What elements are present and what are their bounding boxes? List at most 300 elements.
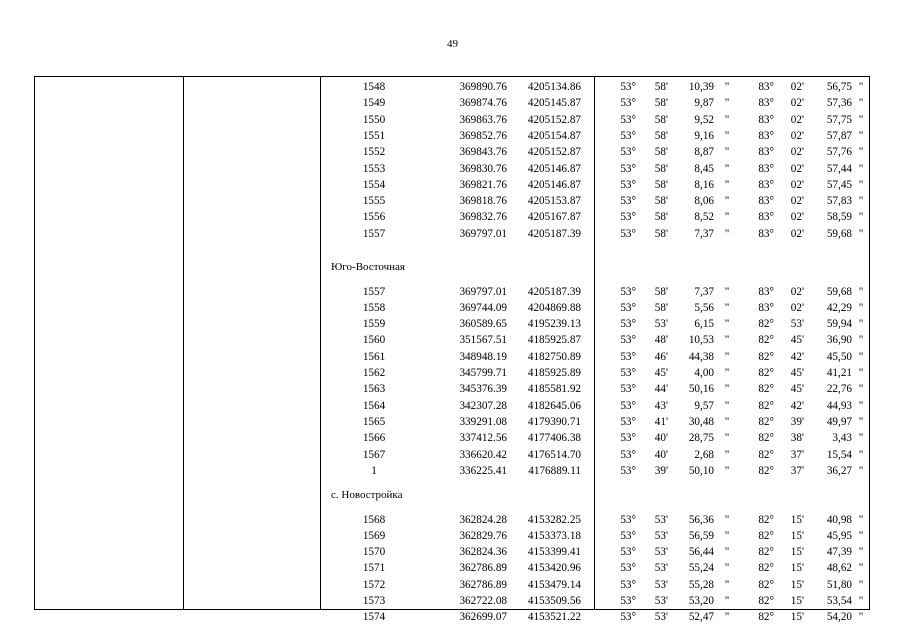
latitude-degrees: 53° <box>620 178 636 191</box>
longitude-seconds: 59,94 <box>826 318 852 331</box>
longitude-seconds: 47,39 <box>826 546 852 559</box>
y-coordinate: 4205152.87 <box>527 146 581 159</box>
latitude-seconds: 5,56 <box>694 301 714 314</box>
longitude-minutes: 38' <box>790 432 804 445</box>
longitude-minutes: 02' <box>790 113 804 126</box>
longitude-degrees: 82° <box>758 367 774 379</box>
latitude-seconds-mark: " <box>724 448 730 461</box>
longitude-seconds: 57,87 <box>826 129 852 142</box>
x-coordinate: 369744.09 <box>459 301 507 314</box>
longitude-minutes: 15' <box>790 578 804 591</box>
x-coordinate: 369821.76 <box>459 178 507 191</box>
point-number: 1570 <box>362 546 386 559</box>
x-coordinate: 339291.08 <box>459 415 507 428</box>
latitude-seconds: 56,44 <box>688 546 714 559</box>
table-row <box>34 512 870 528</box>
longitude-degrees: 83° <box>758 81 774 93</box>
x-coordinate: 369852.76 <box>459 129 507 142</box>
x-coordinate: 342307.28 <box>459 399 507 412</box>
latitude-seconds-mark: " <box>724 301 730 314</box>
point-number: 1564 <box>362 399 386 412</box>
point-number: 1558 <box>362 301 386 314</box>
longitude-degrees: 82° <box>758 611 774 624</box>
latitude-degrees: 53° <box>620 383 636 396</box>
longitude-seconds-mark: " <box>858 464 864 477</box>
point-number: 1548 <box>362 81 386 93</box>
latitude-seconds-mark: " <box>724 146 730 159</box>
longitude-minutes: 15' <box>790 595 804 607</box>
latitude-minutes: 53' <box>654 611 668 624</box>
table-row <box>34 430 870 446</box>
point-number: 1574 <box>362 611 386 624</box>
y-coordinate: 4176514.70 <box>527 448 581 461</box>
latitude-seconds-mark: " <box>724 318 730 331</box>
longitude-minutes: 37' <box>790 448 804 461</box>
latitude-seconds-mark: " <box>724 81 730 93</box>
point-number: 1566 <box>362 432 386 445</box>
latitude-seconds: 8,16 <box>694 178 714 191</box>
x-coordinate: 362699.07 <box>459 611 507 624</box>
longitude-degrees: 83° <box>758 195 774 208</box>
point-number: 1 <box>371 464 377 477</box>
latitude-seconds-mark: " <box>724 195 730 208</box>
latitude-seconds: 30,48 <box>688 415 714 428</box>
longitude-seconds: 45,95 <box>826 529 852 542</box>
point-number: 1557 <box>362 285 386 298</box>
longitude-seconds: 48,62 <box>826 562 852 575</box>
longitude-degrees: 82° <box>758 513 774 526</box>
latitude-seconds-mark: " <box>724 383 730 396</box>
longitude-seconds: 56,75 <box>826 81 852 93</box>
section-heading: Юго-Восточная <box>331 261 405 273</box>
longitude-degrees: 83° <box>758 129 774 142</box>
latitude-seconds: 9,87 <box>694 97 714 110</box>
longitude-minutes: 02' <box>790 227 804 240</box>
longitude-degrees: 83° <box>758 178 774 191</box>
point-number: 1556 <box>362 211 386 224</box>
latitude-degrees: 53° <box>620 399 636 412</box>
longitude-seconds-mark: " <box>858 367 864 379</box>
point-number: 1559 <box>362 318 386 331</box>
page-number: 49 <box>447 38 458 50</box>
x-coordinate: 362824.28 <box>459 513 507 526</box>
table-row <box>34 316 870 332</box>
table-row <box>34 161 870 177</box>
latitude-degrees: 53° <box>620 562 636 575</box>
latitude-minutes: 45' <box>654 367 668 379</box>
longitude-seconds: 57,83 <box>826 195 852 208</box>
longitude-minutes: 02' <box>790 97 804 110</box>
latitude-minutes: 53' <box>654 562 668 575</box>
latitude-minutes: 53' <box>654 513 668 526</box>
latitude-minutes: 43' <box>654 399 668 412</box>
longitude-degrees: 82° <box>758 350 774 363</box>
longitude-degrees: 82° <box>758 562 774 575</box>
longitude-degrees: 83° <box>758 162 774 175</box>
y-coordinate: 4153479.14 <box>527 578 581 591</box>
latitude-seconds-mark: " <box>724 578 730 591</box>
table-row <box>34 593 870 609</box>
x-coordinate: 369890.76 <box>459 81 507 93</box>
table-row <box>34 193 870 209</box>
y-coordinate: 4185925.87 <box>527 334 581 347</box>
longitude-seconds: 57,44 <box>826 162 852 175</box>
latitude-seconds: 9,52 <box>694 113 714 126</box>
latitude-degrees: 53° <box>620 195 636 208</box>
table-row <box>34 398 870 414</box>
longitude-seconds: 57,36 <box>826 97 852 110</box>
latitude-minutes: 40' <box>654 448 668 461</box>
y-coordinate: 4153373.18 <box>527 529 581 542</box>
latitude-degrees: 53° <box>620 285 636 298</box>
latitude-minutes: 58' <box>654 129 668 142</box>
longitude-degrees: 82° <box>758 595 774 607</box>
x-coordinate: 337412.56 <box>459 432 507 445</box>
point-number: 1571 <box>362 562 386 575</box>
latitude-degrees: 53° <box>620 334 636 347</box>
latitude-degrees: 53° <box>620 415 636 428</box>
latitude-seconds: 28,75 <box>688 432 714 445</box>
longitude-degrees: 83° <box>758 113 774 126</box>
y-coordinate: 4179390.71 <box>527 415 581 428</box>
table-row <box>34 332 870 348</box>
longitude-degrees: 82° <box>758 546 774 559</box>
longitude-seconds-mark: " <box>858 81 864 93</box>
latitude-minutes: 58' <box>654 285 668 298</box>
longitude-seconds: 36,90 <box>826 334 852 347</box>
y-coordinate: 4204869.88 <box>527 301 581 314</box>
y-coordinate: 4177406.38 <box>527 432 581 445</box>
longitude-seconds-mark: " <box>858 178 864 191</box>
longitude-degrees: 82° <box>758 334 774 347</box>
longitude-minutes: 02' <box>790 301 804 314</box>
x-coordinate: 369843.76 <box>459 146 507 159</box>
longitude-minutes: 45' <box>790 383 804 396</box>
latitude-seconds: 55,28 <box>688 578 714 591</box>
table-row <box>34 560 870 576</box>
x-coordinate: 369830.76 <box>459 162 507 175</box>
longitude-degrees: 82° <box>758 415 774 428</box>
x-coordinate: 351567.51 <box>459 334 507 347</box>
table-row <box>34 177 870 193</box>
table-row <box>34 447 870 463</box>
table-row <box>34 226 870 242</box>
latitude-degrees: 53° <box>620 464 636 477</box>
latitude-seconds-mark: " <box>724 562 730 575</box>
x-coordinate: 369874.76 <box>459 97 507 110</box>
latitude-degrees: 53° <box>620 367 636 379</box>
latitude-seconds-mark: " <box>724 529 730 542</box>
latitude-minutes: 58' <box>654 97 668 110</box>
longitude-degrees: 82° <box>758 529 774 542</box>
latitude-seconds-mark: " <box>724 350 730 363</box>
latitude-minutes: 58' <box>654 113 668 126</box>
latitude-seconds: 4,00 <box>694 367 714 379</box>
latitude-degrees: 53° <box>620 301 636 314</box>
longitude-seconds-mark: " <box>858 211 864 224</box>
longitude-seconds-mark: " <box>858 227 864 240</box>
longitude-degrees: 82° <box>758 448 774 461</box>
y-coordinate: 4195239.13 <box>527 318 581 331</box>
latitude-degrees: 53° <box>620 595 636 607</box>
x-coordinate: 362786.89 <box>459 578 507 591</box>
latitude-seconds: 52,47 <box>688 611 714 624</box>
latitude-seconds-mark: " <box>724 464 730 477</box>
longitude-seconds: 22,76 <box>826 383 852 396</box>
latitude-minutes: 58' <box>654 227 668 240</box>
latitude-degrees: 53° <box>620 546 636 559</box>
latitude-degrees: 53° <box>620 129 636 142</box>
longitude-seconds: 57,76 <box>826 146 852 159</box>
latitude-minutes: 58' <box>654 301 668 314</box>
y-coordinate: 4176889.11 <box>528 464 581 477</box>
y-coordinate: 4205146.87 <box>527 162 581 175</box>
x-coordinate: 369797.01 <box>459 227 507 240</box>
latitude-degrees: 53° <box>620 448 636 461</box>
table-row <box>34 544 870 560</box>
section-heading: с. Новостройка <box>331 489 403 501</box>
latitude-seconds: 8,45 <box>694 162 714 175</box>
latitude-degrees: 53° <box>620 227 636 240</box>
coordinates-table <box>34 76 870 624</box>
table-row <box>34 381 870 397</box>
latitude-minutes: 53' <box>654 529 668 542</box>
latitude-seconds-mark: " <box>724 113 730 126</box>
latitude-seconds: 8,06 <box>694 195 714 208</box>
longitude-seconds-mark: " <box>858 162 864 175</box>
latitude-seconds-mark: " <box>724 611 730 624</box>
y-coordinate: 4205187.39 <box>527 285 581 298</box>
longitude-minutes: 53' <box>790 318 804 331</box>
latitude-seconds: 10,53 <box>688 334 714 347</box>
longitude-seconds-mark: " <box>858 129 864 142</box>
longitude-minutes: 37' <box>790 464 804 477</box>
longitude-minutes: 02' <box>790 81 804 93</box>
longitude-degrees: 82° <box>758 432 774 445</box>
longitude-seconds-mark: " <box>858 546 864 559</box>
latitude-minutes: 53' <box>654 578 668 591</box>
longitude-degrees: 83° <box>758 211 774 224</box>
latitude-seconds-mark: " <box>724 595 730 607</box>
longitude-seconds: 3,43 <box>832 432 852 445</box>
longitude-seconds-mark: " <box>858 301 864 314</box>
y-coordinate: 4205134.86 <box>527 81 581 93</box>
longitude-seconds: 44,93 <box>826 399 852 412</box>
longitude-seconds-mark: " <box>858 318 864 331</box>
point-number: 1561 <box>362 350 386 363</box>
longitude-seconds-mark: " <box>858 611 864 624</box>
longitude-seconds-mark: " <box>858 448 864 461</box>
point-number: 1568 <box>362 513 386 526</box>
latitude-degrees: 53° <box>620 81 636 93</box>
longitude-seconds-mark: " <box>858 399 864 412</box>
longitude-minutes: 15' <box>790 529 804 542</box>
longitude-seconds-mark: " <box>858 285 864 298</box>
longitude-seconds-mark: " <box>858 595 864 607</box>
latitude-seconds: 8,52 <box>694 211 714 224</box>
longitude-minutes: 45' <box>790 367 804 379</box>
longitude-seconds: 58,59 <box>826 211 852 224</box>
x-coordinate: 369863.76 <box>459 113 507 126</box>
longitude-seconds-mark: " <box>858 97 864 110</box>
latitude-degrees: 53° <box>620 113 636 126</box>
longitude-seconds-mark: " <box>858 513 864 526</box>
latitude-seconds: 53,20 <box>688 595 714 607</box>
longitude-degrees: 83° <box>758 146 774 159</box>
table-row <box>34 463 870 479</box>
y-coordinate: 4153399.41 <box>527 546 581 559</box>
longitude-minutes: 42' <box>790 399 804 412</box>
point-number: 1551 <box>362 129 386 142</box>
latitude-degrees: 53° <box>620 529 636 542</box>
point-number: 1553 <box>362 162 386 175</box>
x-coordinate: 369832.76 <box>459 211 507 224</box>
latitude-seconds-mark: " <box>724 97 730 110</box>
latitude-seconds-mark: " <box>724 367 730 379</box>
y-coordinate: 4153509.56 <box>527 595 581 607</box>
latitude-degrees: 53° <box>620 350 636 363</box>
y-coordinate: 4153521.22 <box>527 611 581 624</box>
table-row <box>34 349 870 365</box>
point-number: 1562 <box>362 367 386 379</box>
latitude-minutes: 44' <box>654 383 668 396</box>
point-number: 1552 <box>362 146 386 159</box>
latitude-minutes: 58' <box>654 178 668 191</box>
longitude-seconds: 57,45 <box>826 178 852 191</box>
x-coordinate: 369797.01 <box>459 285 507 298</box>
latitude-seconds-mark: " <box>724 162 730 175</box>
point-number: 1563 <box>362 383 386 396</box>
longitude-minutes: 15' <box>790 546 804 559</box>
x-coordinate: 362786.89 <box>459 562 507 575</box>
point-number: 1567 <box>362 448 386 461</box>
longitude-degrees: 83° <box>758 301 774 314</box>
longitude-minutes: 02' <box>790 211 804 224</box>
y-coordinate: 4205145.87 <box>527 97 581 110</box>
latitude-seconds: 7,37 <box>694 227 714 240</box>
latitude-seconds: 10,39 <box>688 81 714 93</box>
latitude-degrees: 53° <box>620 97 636 110</box>
y-coordinate: 4205153.87 <box>527 195 581 208</box>
point-number: 1560 <box>362 334 386 347</box>
latitude-seconds: 6,15 <box>694 318 714 331</box>
longitude-minutes: 45' <box>790 334 804 347</box>
table-row <box>34 209 870 225</box>
longitude-seconds: 51,80 <box>826 578 852 591</box>
latitude-minutes: 58' <box>654 81 668 93</box>
latitude-seconds-mark: " <box>724 178 730 191</box>
latitude-seconds: 44,38 <box>688 350 714 363</box>
longitude-minutes: 02' <box>790 195 804 208</box>
longitude-minutes: 02' <box>790 178 804 191</box>
longitude-degrees: 82° <box>758 383 774 396</box>
latitude-seconds: 7,37 <box>694 285 714 298</box>
longitude-seconds: 59,68 <box>826 285 852 298</box>
latitude-seconds: 50,10 <box>688 464 714 477</box>
table-row <box>34 414 870 430</box>
x-coordinate: 362829.76 <box>459 529 507 542</box>
longitude-minutes: 42' <box>790 350 804 363</box>
longitude-seconds-mark: " <box>858 195 864 208</box>
point-number: 1573 <box>362 595 386 607</box>
longitude-minutes: 02' <box>790 162 804 175</box>
longitude-seconds: 42,29 <box>826 301 852 314</box>
latitude-seconds: 56,59 <box>688 529 714 542</box>
x-coordinate: 345376.39 <box>459 383 507 396</box>
longitude-seconds: 57,75 <box>826 113 852 126</box>
latitude-minutes: 46' <box>654 350 668 363</box>
latitude-seconds: 55,24 <box>688 562 714 575</box>
latitude-seconds-mark: " <box>724 334 730 347</box>
y-coordinate: 4205146.87 <box>527 178 581 191</box>
longitude-seconds-mark: " <box>858 350 864 363</box>
y-coordinate: 4153282.25 <box>527 513 581 526</box>
longitude-minutes: 39' <box>790 415 804 428</box>
point-number: 1549 <box>362 97 386 110</box>
latitude-seconds: 50,16 <box>688 383 714 396</box>
longitude-degrees: 82° <box>758 399 774 412</box>
latitude-minutes: 39' <box>654 464 668 477</box>
x-coordinate: 348948.19 <box>459 350 507 363</box>
latitude-seconds-mark: " <box>724 513 730 526</box>
longitude-degrees: 82° <box>758 464 774 477</box>
table-row <box>34 144 870 160</box>
longitude-seconds-mark: " <box>858 415 864 428</box>
latitude-seconds: 56,36 <box>688 513 714 526</box>
latitude-seconds-mark: " <box>724 227 730 240</box>
latitude-seconds-mark: " <box>724 211 730 224</box>
latitude-degrees: 53° <box>620 432 636 445</box>
latitude-seconds-mark: " <box>724 285 730 298</box>
latitude-seconds-mark: " <box>724 546 730 559</box>
longitude-degrees: 82° <box>758 318 774 331</box>
longitude-degrees: 83° <box>758 97 774 110</box>
longitude-seconds: 54,20 <box>826 611 852 624</box>
x-coordinate: 362722.08 <box>459 595 507 607</box>
point-number: 1572 <box>362 578 386 591</box>
y-coordinate: 4205152.87 <box>527 113 581 126</box>
latitude-minutes: 53' <box>654 318 668 331</box>
longitude-seconds: 59,68 <box>826 227 852 240</box>
x-coordinate: 369818.76 <box>459 195 507 208</box>
longitude-minutes: 15' <box>790 562 804 575</box>
longitude-seconds: 53,54 <box>826 595 852 607</box>
longitude-minutes: 15' <box>790 611 804 624</box>
y-coordinate: 4205187.39 <box>527 227 581 240</box>
longitude-seconds-mark: " <box>858 562 864 575</box>
latitude-degrees: 53° <box>620 513 636 526</box>
latitude-minutes: 58' <box>654 146 668 159</box>
table-row <box>34 95 870 111</box>
x-coordinate: 362824.36 <box>459 546 507 559</box>
latitude-seconds-mark: " <box>724 432 730 445</box>
longitude-minutes: 02' <box>790 285 804 298</box>
y-coordinate: 4182645.06 <box>527 399 581 412</box>
point-number: 1557 <box>362 227 386 240</box>
longitude-seconds-mark: " <box>858 146 864 159</box>
longitude-minutes: 02' <box>790 129 804 142</box>
table-row <box>34 79 870 95</box>
longitude-seconds-mark: " <box>858 334 864 347</box>
table-row <box>34 609 870 625</box>
x-coordinate: 345799.71 <box>459 367 507 379</box>
point-number: 1569 <box>362 529 386 542</box>
longitude-seconds: 40,98 <box>826 513 852 526</box>
y-coordinate: 4185581.92 <box>527 383 581 396</box>
latitude-minutes: 53' <box>654 546 668 559</box>
table-row <box>34 300 870 316</box>
latitude-seconds: 9,16 <box>694 129 714 142</box>
